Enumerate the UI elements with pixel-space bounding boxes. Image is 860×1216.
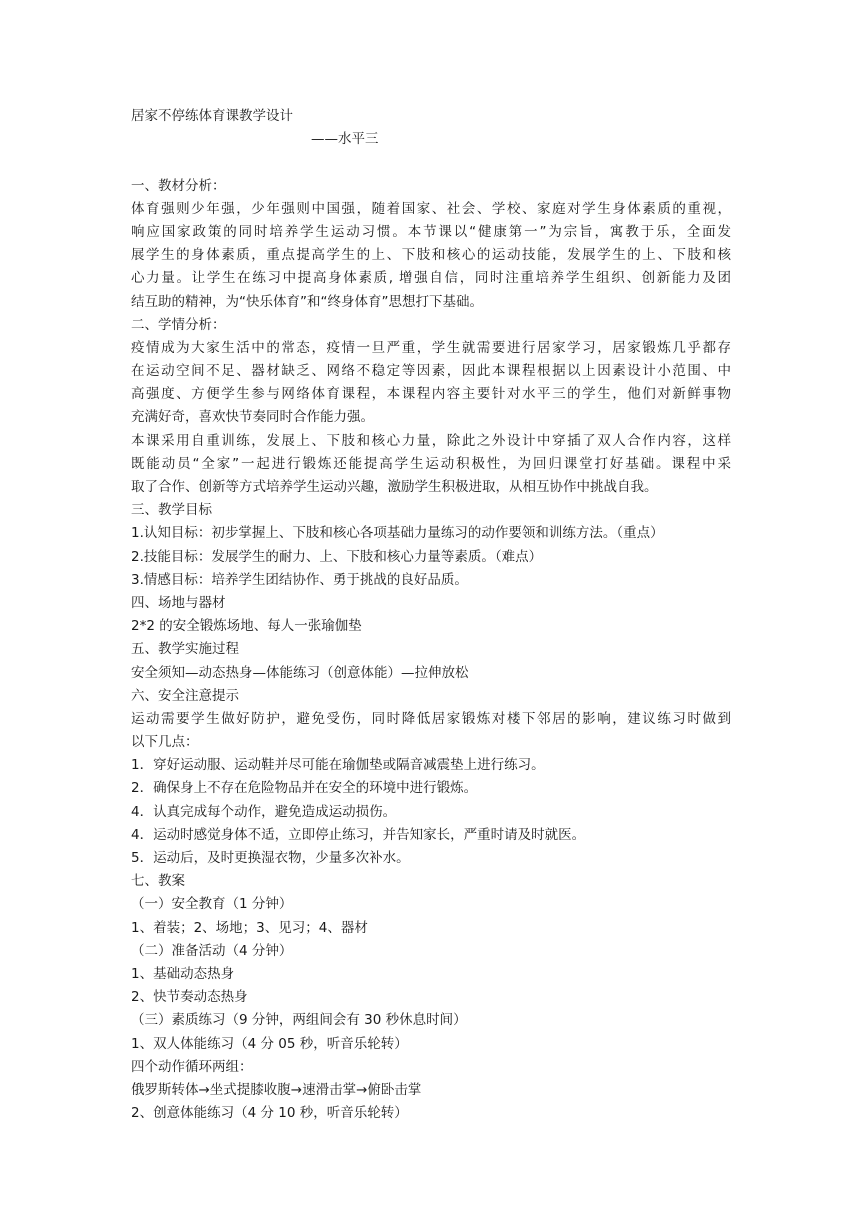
section-heading: 二、学情分析： bbox=[131, 316, 226, 333]
blank-line bbox=[131, 151, 731, 174]
section-student-analysis bbox=[131, 314, 731, 500]
safety-item: 4．认真完成每个动作，避免造成运动损伤。 bbox=[131, 803, 397, 820]
section-analysis-of-material bbox=[131, 175, 731, 314]
goal-item: 3.情感目标：培养学生团结协作、勇于挑战的良好品质。 bbox=[131, 571, 468, 588]
section-teaching-goals bbox=[131, 499, 731, 592]
paragraph-line: 在运动空间不足、器材缺乏、网络不稳定等因素，因此本课程根据以上因素设计小范围、中 bbox=[131, 363, 731, 380]
paragraph-line: 响应国家政策的同时培养学生运动习惯。本节课以“健康第一”为宗旨，寓教于乐，全面发 bbox=[131, 223, 731, 240]
goal-item: 1.认知目标：初步掌握上、下肢和核心各项基础力量练习的动作要领和训练方法。（重点） bbox=[131, 525, 664, 542]
document-subtitle: ——水平三 bbox=[311, 131, 379, 148]
paragraph-line: 取了合作、创新等方式培养学生运动兴趣，激励学生积极进取，从相互协作中挑战自我。 bbox=[131, 479, 658, 495]
paragraph-line: 心力量。让学生在练习中提高身体素质, 增强自信，同时注重培养学生组织、创新能力及团 bbox=[131, 270, 731, 287]
paragraph-line: 展学生的身体素质，重点提高学生的上、下肢和核心的运动技能，发展学生的上、下肢和核 bbox=[131, 247, 731, 264]
section-safety-tips bbox=[131, 685, 731, 871]
safety-item: 5．运动后，及时更换湿衣物，少量多次补水。 bbox=[131, 850, 410, 866]
section-heading: 四、场地与器材 bbox=[131, 594, 226, 611]
paragraph-line: 既能动员“全家”一起进行锻炼还能提高学生运动积极性，为回归课堂打好基础。课程中采 bbox=[131, 455, 731, 472]
paragraph bbox=[131, 430, 731, 500]
lesson-line: 2、创意体能练习（4 分 10 秒，听音乐轮转） bbox=[131, 1105, 408, 1122]
goal-item: 2.技能目标：发展学生的耐力、上、下肢和核心力量等素质。（难点） bbox=[131, 548, 543, 565]
paragraph bbox=[131, 708, 731, 754]
paragraph-line: 结互助的精神，为“快乐体育”和“终身体育”思想打下基础。 bbox=[131, 293, 483, 310]
section-heading: 三、教学目标 bbox=[131, 502, 212, 519]
safety-item: 2．确保身上不存在危险物品并在安全的环境中进行锻炼。 bbox=[131, 780, 478, 797]
lesson-line: 1、双人体能练习（4 分 05 秒，听音乐轮转） bbox=[131, 1035, 408, 1052]
paragraph-line: 体育强则少年强，少年强则中国强，随着国家、社会、学校、家庭对学生身体素质的重视， bbox=[131, 200, 731, 217]
section-heading: 五、教学实施过程 bbox=[131, 641, 239, 658]
section-venue-equipment bbox=[131, 592, 731, 638]
section-lesson-plan bbox=[131, 870, 731, 1125]
section-heading: 七、教案 bbox=[131, 873, 185, 890]
lesson-line: （三）素质练习（9 分钟，两组间会有 30 秒休息时间） bbox=[131, 1012, 467, 1029]
process-line: 安全须知—动态热身—体能练习（创意体能）—拉伸放松 bbox=[131, 664, 469, 681]
document-page bbox=[131, 105, 731, 1125]
paragraph-line: 充满好奇，喜欢快节奏同时合作能力强。 bbox=[131, 409, 374, 426]
safety-item: 1．穿好运动服、运动鞋并尽可能在瑜伽垫或隔音减震垫上进行练习。 bbox=[131, 757, 545, 774]
document-title: 居家不停练体育课教学设计 bbox=[131, 108, 293, 124]
section-heading: 六、安全注意提示 bbox=[131, 687, 239, 704]
lesson-line: （二）准备活动（4 分钟） bbox=[131, 942, 293, 959]
paragraph-line: 高强度、方便学生参与网络体育课程，本课程内容主要针对水平三的学生，他们对新鲜事物 bbox=[131, 386, 731, 403]
safety-item: 4．运动时感觉身体不适，立即停止练习，并告知家长，严重时请及时就医。 bbox=[131, 826, 586, 843]
paragraph-line: 本课采用自重训练，发展上、下肢和核心力量，除此之外设计中穿插了双人合作内容，这样 bbox=[131, 432, 731, 449]
lesson-line: 1、着装；2、场地；3、见习；4、器材 bbox=[131, 919, 368, 936]
paragraph-line: 运动需要学生做好防护，避免受伤，同时降低居家锻炼对楼下邻居的影响，建议练习时做到 bbox=[131, 710, 731, 727]
paragraph bbox=[131, 198, 731, 314]
paragraph-line: 以下几点： bbox=[131, 734, 199, 751]
section-teaching-process bbox=[131, 638, 731, 684]
lesson-line: （一）安全教育（1 分钟） bbox=[131, 896, 293, 913]
lesson-line: 1、基础动态热身 bbox=[131, 965, 235, 982]
paragraph-line: 疫情成为大家生活中的常态，疫情一旦严重，学生就需要进行居家学习，居家锻炼几乎都存 bbox=[131, 339, 731, 356]
lesson-line: 俄罗斯转体→坐式提膝收腹→速滑击掌→俯卧击掌 bbox=[131, 1081, 422, 1098]
lesson-line: 四个动作循环两组： bbox=[131, 1058, 253, 1075]
paragraph bbox=[131, 337, 731, 430]
venue-line: 2*2 的安全锻炼场地、每人一张瑜伽垫 bbox=[131, 618, 362, 635]
section-heading: 一、教材分析： bbox=[131, 177, 226, 194]
lesson-line: 2、快节奏动态热身 bbox=[131, 989, 248, 1006]
